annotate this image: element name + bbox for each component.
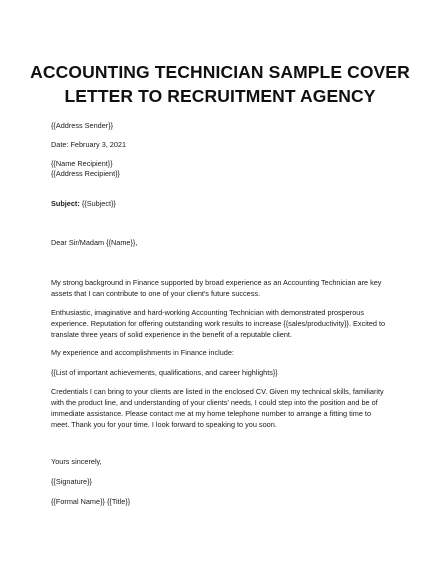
letter-date: Date: February 3, 2021 (51, 140, 127, 149)
paragraph-summary-line-1: Enthusiastic, imaginative and hard-working Accounting Technician with demonstrated prosperous (51, 308, 364, 317)
letter-title-line-1: ACCOUNTING TECHNICIAN SAMPLE COVER (30, 62, 410, 82)
subject-label: Subject: (51, 199, 80, 208)
address-recipient: {{Address Recipient}} (51, 169, 120, 178)
paragraph-credentials-line-4: meet. Thank you for your time. I look forward to speaking to you soon. (51, 420, 277, 429)
paragraph-background-line-2: assets that I can contribute to one of your client's future success. (51, 289, 261, 298)
subject-value: {{Subject}} (79, 199, 116, 208)
paragraph-summary-line-2: experience. Reputation for offering outstanding work results to increase {{sales/productivity}}. Excited to (51, 319, 386, 328)
salutation: Dear Sir/Madam {{Name}}, (51, 238, 138, 247)
paragraph-credentials-line-2: with the product line, and understanding of your clients' needs, I could step into the position and be of (51, 398, 378, 407)
paragraph-accomplishments-intro: My experience and accomplishments in Finance include: (51, 348, 234, 357)
subject-line (51, 198, 401, 209)
paragraph-background (51, 277, 401, 299)
address-sender: {{Address Sender}} (51, 121, 114, 130)
paragraph-summary (51, 307, 401, 340)
paragraph-credentials-line-1: Credentials I can bring to your clients are listed in the enclosed CV. Given my technical skills, familiarity (51, 387, 384, 396)
letter-title (30, 60, 410, 108)
achievements-list-placeholder: {{List of important achievements, qualifications, and career highlights}} (51, 368, 278, 377)
paragraph-credentials-line-3: immediate assistance. Please contact me at my home telephone number to arrange a fitting time to (51, 409, 372, 418)
letter-title-line-2: LETTER TO RECRUITMENT AGENCY (64, 86, 376, 106)
closing: Yours sincerely, (51, 457, 102, 466)
formal-name-title: {{Formal Name}} {{Title}} (51, 497, 131, 506)
paragraph-background-line-1: My strong background in Finance supported by broad experience as an Accounting Technician are key (51, 278, 382, 287)
paragraph-summary-line-3: translate three years of solid experience in the benefit of a reputable client. (51, 330, 292, 339)
paragraph-credentials (51, 386, 401, 430)
signature-placeholder: {{Signature}} (51, 477, 92, 486)
name-recipient: {{Name Recipient}} (51, 159, 113, 168)
